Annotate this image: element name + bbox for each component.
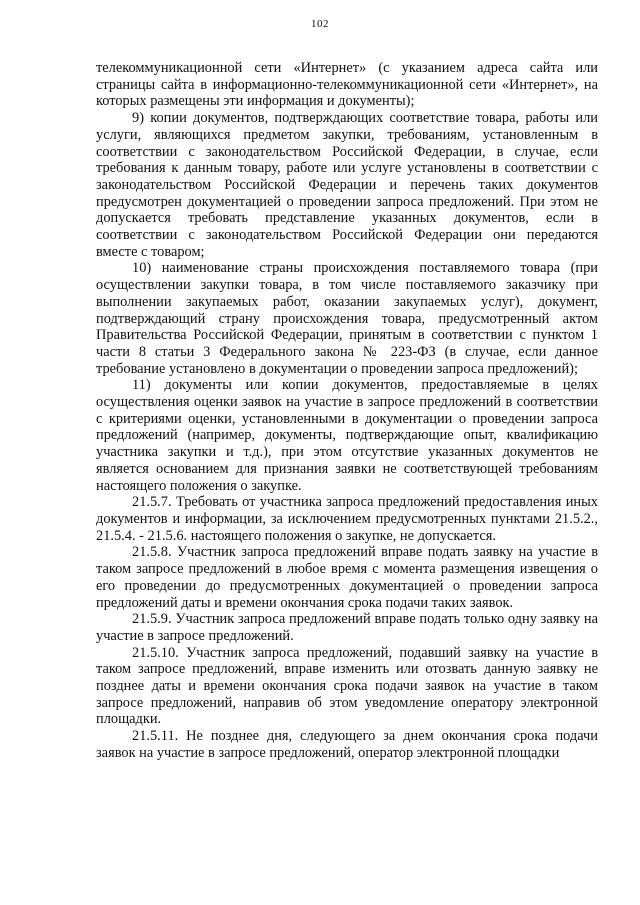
paragraph-21-5-7: 21.5.7. Требовать от участника запроса предложений предоставления иных документов и информации, за исключением предусмотренных пунктами 21.5.2., 21.5.4. - 21.5.6. настоящего положения о закупке, не допускается. (96, 494, 598, 544)
document-body (96, 60, 598, 762)
paragraph-21-5-10: 21.5.10. Участник запроса предложений, подавший заявку на участие в таком запросе предложений, вправе изменить или отозвать данную заявку не позднее даты и времени окончания срока подачи заявок на участие в таком запросе предложений, направив об этом уведомление оператору электронной площадки. (96, 644, 598, 728)
paragraph-continuation: телекоммуникационной сети «Интернет» (с указанием адреса сайта или страницы сайта в информационно-телекоммуникационной сети «Интернет», на которых размещены эти информация и документы); (96, 60, 598, 110)
paragraph-item-11: 11) документы или копии документов, предоставляемые в целях осуществления оценки заявок на участие в запросе предложений в соответствии с критериями оценки, установленными в документации о проведении запроса предложений (например, документы, подтверждающие опыт, квалификацию участника закупки и т.д.), при этом отсутствие указанных документов не является основанием для признания заявки не соответствующей требованиям настоящего положения о закупке. (96, 377, 598, 494)
paragraph-item-9: 9) копии документов, подтверждающих соответствие товара, работы или услуги, являющихся предметом закупки, требованиям, установленным в соответствии с законодательством Российской Федерации, в случае, если требования к данным товару, работе или услуге установлены в соответствии с законодательством Российской Федерации и перечень таких документов предусмотрен документацией о проведении запроса предложений. При этом не допускается требовать представление указанных документов, если в соответствии с законодательством Российской Федерации они передаются вместе с товаром; (96, 110, 598, 260)
paragraph-21-5-8: 21.5.8. Участник запроса предложений вправе подать заявку на участие в таком запросе предложений в любое время с момента размещения извещения о его проведении до предусмотренных документацией о проведении запроса предложений даты и времени окончания срока подачи таких заявок. (96, 544, 598, 611)
page-number: 102 (311, 18, 329, 30)
paragraph-item-10: 10) наименование страны происхождения поставляемого товара (при осуществлении закупки товара, в том числе поставляемого заказчику при выполнении закупаемых работ, оказании закупаемых услуг), документ, подтверждающий страну происхождения товара, предусмотренный актом Правительства Российской Федерации, принятым в соответствии с пунктом 1 части 8 статьи 3 Федерального закона № 223-ФЗ (в случае, если данное требование установлено в документации о проведении запроса предложений); (96, 260, 598, 377)
paragraph-21-5-11: 21.5.11. Не позднее дня, следующего за днем окончания срока подачи заявок на участие в запросе предложений, оператор электронной площадки (96, 728, 598, 761)
paragraph-21-5-9: 21.5.9. Участник запроса предложений вправе подать только одну заявку на участие в запросе предложений. (96, 611, 598, 644)
